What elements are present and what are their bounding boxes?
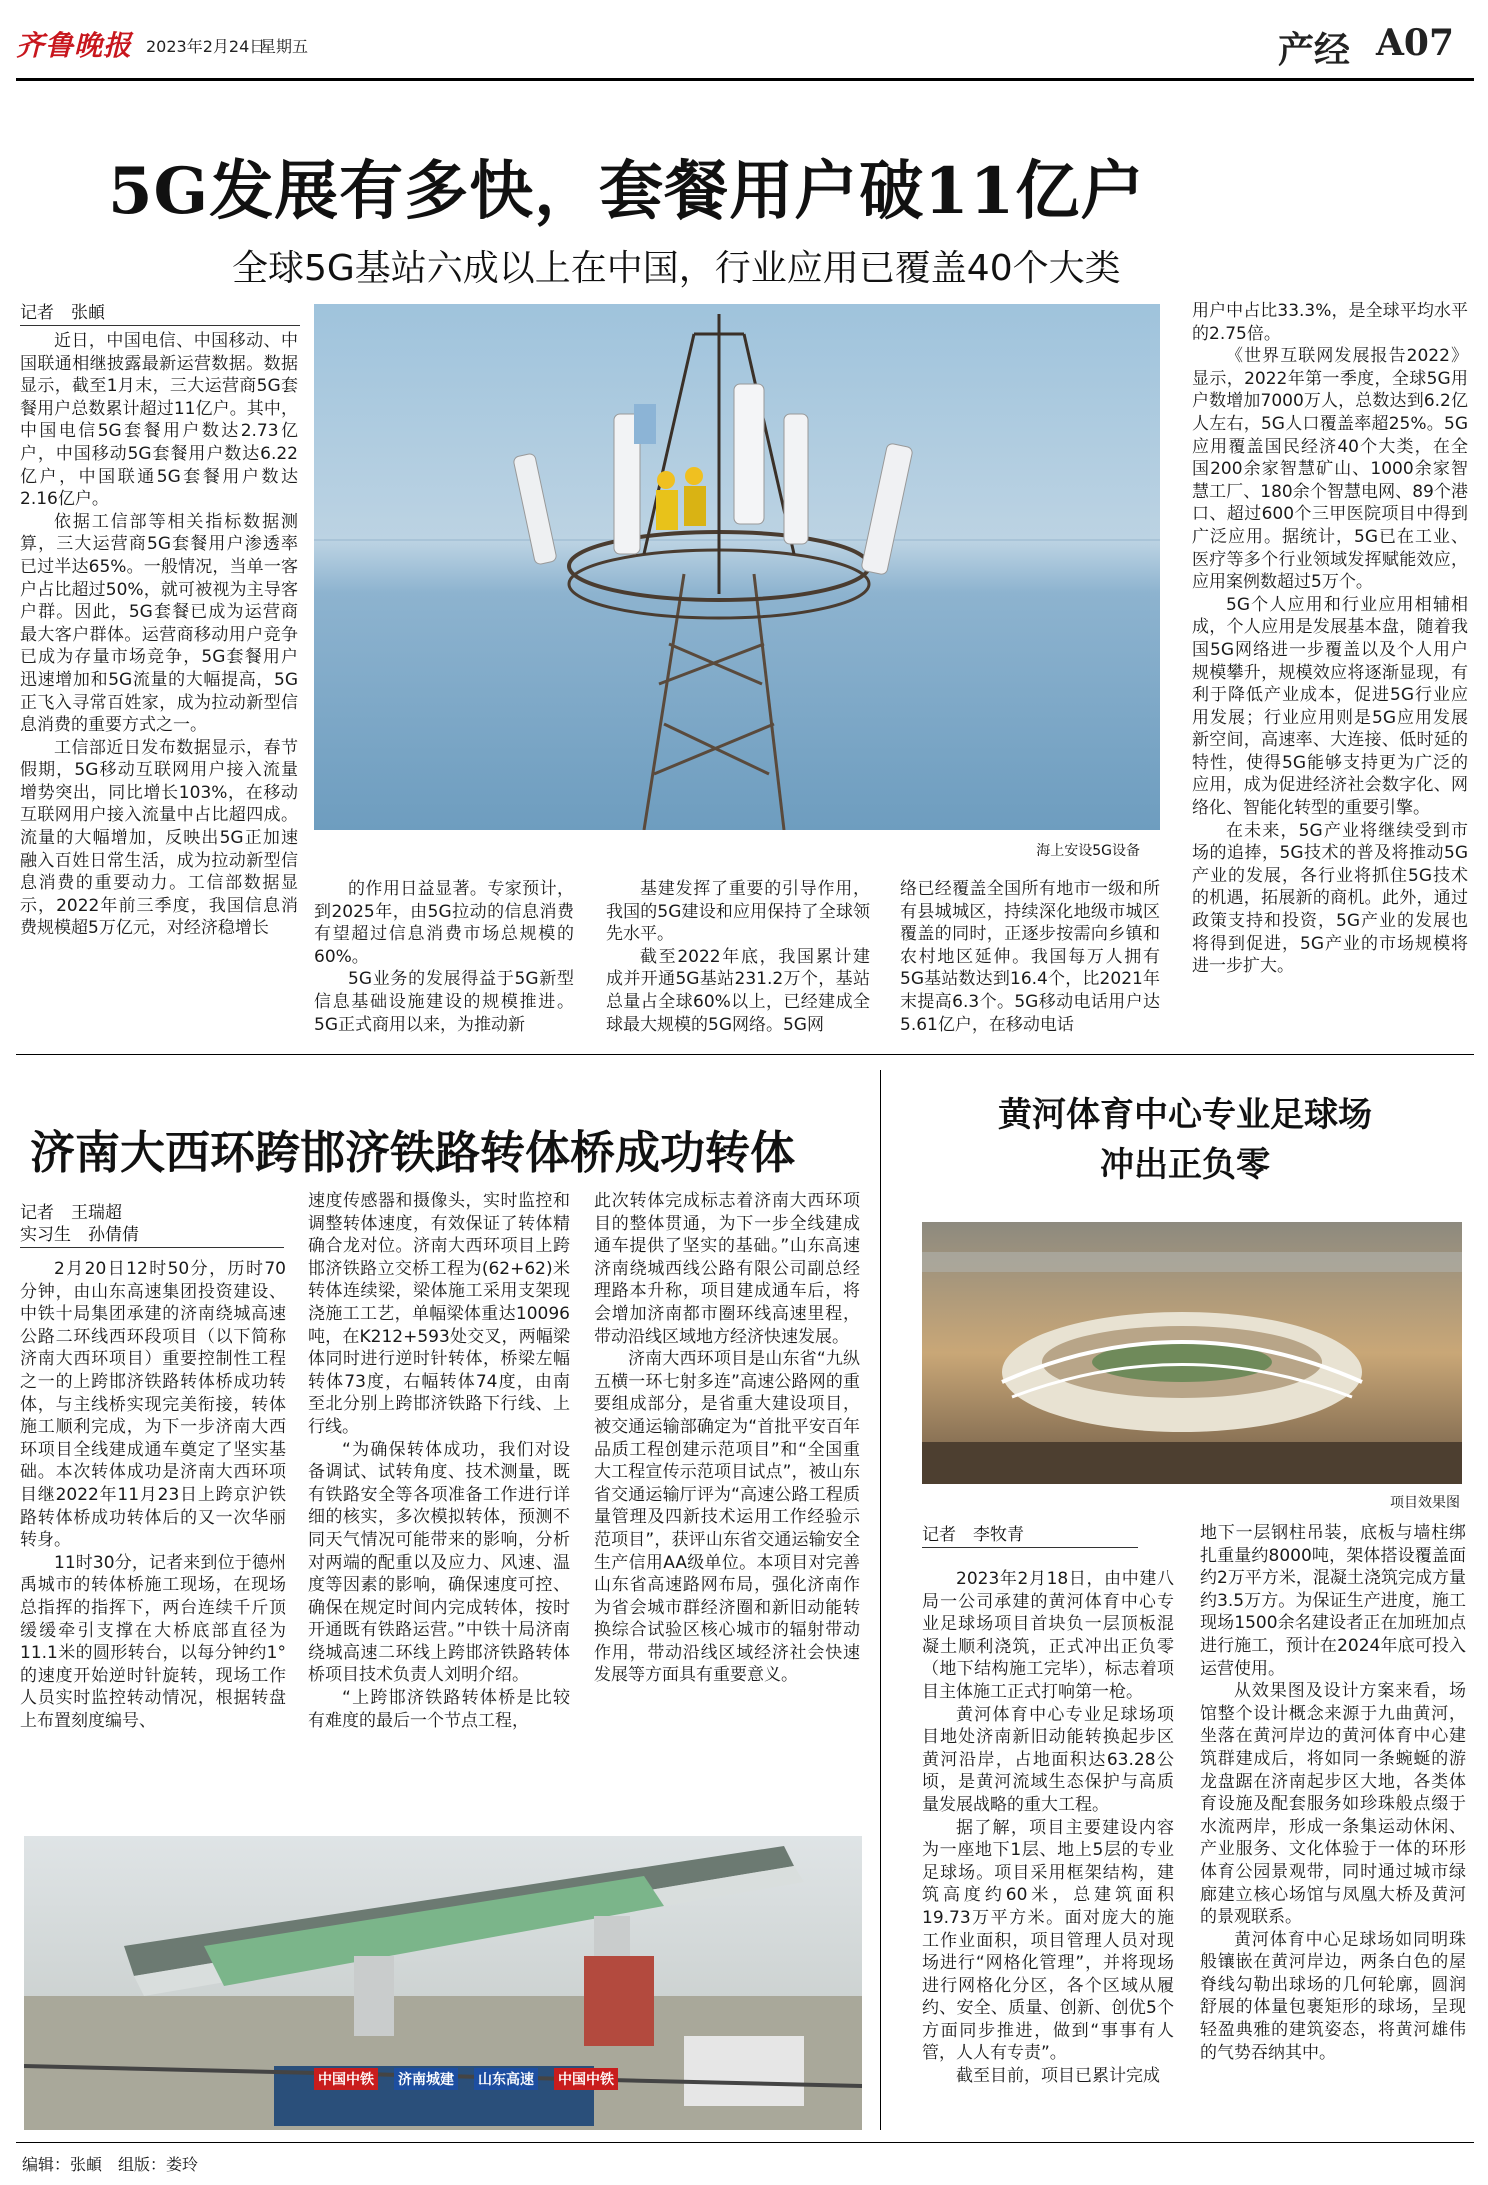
article3-headline-line1: 黄河体育中心专业足球场 <box>998 1095 1372 1135</box>
article2-paragraph: 济南大西环项目是山东省“九纵五横一环七射多连”高速公路网的重要组成部分，是省重大建设项目，被交通运输部确定为“首批平安百年品质工程创建示范项目”和“全国重大工程宣传示范项目试点”，被山东省交通运输厅评为“高速公路工程质量管理及四新技术运用工作经验示范项目”，获评山东省交通运输安全生产信用AA级单位。本项目对完善山东省高速路网布局，强化济南作为省会城市群经济圈和新旧动能转换综合试验区核心城市的辐射带动作用，带动沿线区域经济社会快速发展等方面具有重要意义。 <box>594 1349 860 1686</box>
article3-column-1 <box>922 1568 1174 2128</box>
bridge-photo <box>24 1836 862 2130</box>
article2-byline-reporter: 记者 王瑞超 <box>20 1203 122 1223</box>
issue-date: 2023年2月24日 <box>146 37 266 56</box>
article3-paragraph: 据了解，项目主要建设内容为一座地下1层、地上5层的专业足球场。项目采用框架结构，建筑高度约60米，总建筑面积19.73万平方米。面对庞大的施工作业面积，项目管理人员对现场进行“网格化管理”，并将现场进行网格化分区，各个区域从履约、安全、质量、创新、创优5个方面同步推进，做到“事事有人管，人人有专责”。 <box>922 1817 1174 2064</box>
section-name: 产经 <box>1278 29 1351 71</box>
page-number: A07 <box>1376 22 1455 64</box>
sign-label: 中国中铁 <box>554 2068 618 2090</box>
article1-subheadline: 全球5G基站六成以上在中国，行业应用已覆盖40个大类 <box>232 248 1121 289</box>
article2-paragraph: 2月20日12时50分，历时70分钟，由山东高速集团投资建设、中铁十局集团承建的济南绕城高速公路二环线西环段项目（以下简称济南大西环项目）重要控制性工程之一的上跨邯济铁路转体桥成功转体，与主线桥实现完美衔接，转体施工顺利完成，为下一步济南大西环项目全线建成通车奠定了坚实基础。本次转体成功是济南大西环项目继2022年11月23日上跨京沪铁路转体桥成功转体后的又一次华丽转身。 <box>20 1259 286 1551</box>
article2-paragraph: “为确保转体成功，我们对设备调试、试转角度、技术测量，既有铁路安全等各项准备工作进行详细的核实，多次模拟转体，预测不同天气情况可能带来的影响，分析对两端的配重以及应力、风速、温度等因素的影响，确保速度可控、确保在规定时间内完成转体，按时开通既有铁路运营。”中铁十局济南绕城高速二环线上跨邯济铁路转体桥项目技术负责人刘明介绍。 <box>308 1439 570 1686</box>
article2-column-3 <box>594 1190 860 1800</box>
article3-paragraph: 黄河体育中心专业足球场项目地处济南新旧动能转换起步区黄河沿岸，占地面积达63.28公顷，是黄河流域生态保护与高质量发展战略的重大工程。 <box>922 1704 1174 1815</box>
construction-signs <box>314 2068 618 2090</box>
article1-paragraph: 依据工信部等相关指标数据测算，三大运营商5G套餐用户渗透率已过半达65%。一般情况，当单一客户占比超过50%，就可被视为主导客户群。因此，5G套餐已成为运营商最大客户群体。运营商移动用户竞争已成为存量市场竞争，5G套餐用户迅速增加和5G流量的大幅提高，5G正飞入寻常百姓家，成为拉动新型信息消费的重要方式之一。 <box>20 511 298 736</box>
article2-paragraph: 速度传感器和摄像头，实时监控和调整转体速度，有效保证了转体精确合龙对位。济南大西环项目上跨邯济铁路立交桥工程为(62+62)米转体连续梁，梁体施工采用支架现浇施工工艺，单幅梁体重达10096吨，在K212+593处交叉，两幅梁体同时进行逆时针转体，桥梁左幅转体73度，右幅转体74度，由南至北分别上跨邯济铁路下行线、上行线。 <box>308 1191 570 1437</box>
article1-paragraph: 在未来，5G产业将继续受到市场的追捧，5G技术的普及将推动5G产业的发展，各行业将抓住5G技术的机遇，拓展新的商机。此外，通过政策支持和投资，5G产业的发展也将得到促进，5G产业的市场规模将进一步扩大。 <box>1192 820 1468 977</box>
article2-paragraph: “上跨邯济铁路转体桥是比较有难度的最后一个节点工程， <box>308 1688 570 1731</box>
sign-label: 中国中铁 <box>314 2068 378 2090</box>
article2-paragraph: 此次转体完成标志着济南大西环项目的整体贯通，为下一步全线建成通车提供了坚实的基础。”山东高速济南绕城西线公路有限公司副总经理路本升称，项目建成通车后，将会增加济南都市圈环线高速里程，带动沿线区域地方经济快速发展。 <box>594 1191 860 1347</box>
article1-paragraph: 基建发挥了重要的引导作用，我国的5G建设和应用保持了全球领先水平。 <box>606 879 870 945</box>
article1-paragraph: 《世界互联网发展报告2022》显示，2022年第一季度，全球5G用户数增加7000万人，总数达到6.2亿人左右，5G人口覆盖率超25%。5G应用覆盖国民经济40个大类，在全国200余家智慧矿山、1000余家智慧工厂、180余个智慧电网、89个港口、超过600个三甲医院项目中得到广泛应用。据统计，5G已在工业、医疗等多个行业领域发挥赋能效应，应用案例数超过5万个。 <box>1192 346 1468 593</box>
article2-byline-intern: 实习生 孙倩倩 <box>20 1220 284 1248</box>
article1-headline: 5G发展有多快，套餐用户破11亿户 <box>108 154 1146 229</box>
sign-label: 济南城建 <box>394 2068 458 2090</box>
article3-headline-line2: 冲出正负零 <box>1100 1145 1270 1185</box>
article1-paragraph: 5G业务的发展得益于5G新型信息基础设施建设的规模推进。5G正式商用以来，为推动新 <box>314 969 574 1035</box>
newspaper-logo: 齐鲁晚报 <box>16 29 133 62</box>
column-divider <box>880 1070 881 2130</box>
article2-paragraph: 11时30分，记者来到位于德州禹城市的转体桥施工现场，在现场总指挥的指挥下，两台连续千斤顶缓缓牵引支撑在大桥底部直径为11.1米的圆形转台，以每分钟约1°的速度开始逆时针旋转，现场工作人员实时监控转动情况，根据转盘上布置刻度编号、 <box>20 1552 286 1731</box>
article3-column-2 <box>1200 1522 1466 2128</box>
article1-column-2 <box>314 878 574 1038</box>
article1-photo-caption: 海上安设5G设备 <box>1036 843 1140 859</box>
footer-rule <box>16 2142 1474 2143</box>
article1-column-1 <box>20 330 298 1040</box>
article3-headline <box>900 1090 1470 1190</box>
masthead-rule <box>16 78 1474 81</box>
issue-weekday: 星期五 <box>260 37 309 56</box>
article3-photo-caption: 项目效果图 <box>1390 1495 1460 1511</box>
article1-column-3 <box>606 878 870 1038</box>
sign-label: 山东高速 <box>474 2068 538 2090</box>
article1-column-5 <box>1192 300 1468 1040</box>
article3-paragraph: 截至目前，项目已累计完成 <box>956 2066 1160 2087</box>
article1-paragraph: 络已经覆盖全国所有地市一级和所有县城城区，持续深化地级市城区覆盖的同时，正逐步按需向乡镇和农村地区延伸。我国每万人拥有5G基站数达到16.4个，比2021年末提高6.3个。5G移动电话用户达5.61亿户，在移动电话 <box>900 879 1160 1035</box>
article1-paragraph: 5G个人应用和行业应用相辅相成，个人应用是发展基本盘，随着我国5G网络进一步覆盖以及个人用户规模攀升，规模效应将逐渐显现，有利于降低产业成本，促进5G行业应用发展；行业应用则是5G应用发展新空间，高速率、大连接、低时延的特性，使得5G能够支持更为广泛的应用，成为促进经济社会数字化、网络化、智能化转型的重要引擎。 <box>1192 594 1468 819</box>
article3-byline: 记者 李牧青 <box>922 1520 1138 1548</box>
5g-tower-photo <box>314 304 1160 830</box>
article3-paragraph: 2023年2月18日，由中建八局一公司承建的黄河体育中心专业足球场项目首块负一层顶板混凝土顺利浇筑，正式冲出正负零（地下结构施工完毕），标志着项目主体施工正式打响第一枪。 <box>922 1569 1174 1702</box>
article3-paragraph: 从效果图及设计方案来看，场馆整个设计概念来源于九曲黄河，坐落在黄河岸边的黄河体育中心建筑群建成后，将如同一条蜿蜒的游龙盘踞在济南起步区大地，各类体育设施及配套服务如珍珠般点缀于水流两岸，形成一条集运动休闲、产业服务、文化体验于一体的环形体育公园景观带，同时通过城市绿廊建立核心场馆与凤凰大桥及黄河的景观联系。 <box>1200 1681 1466 1928</box>
article1-byline: 记者 张頔 <box>20 298 300 326</box>
article2-column-2 <box>308 1190 570 1800</box>
article3-paragraph: 黄河体育中心足球场如同明珠般镶嵌在黄河岸边，两条白色的屋脊线勾勒出球场的几何轮廓，圆润舒展的体量包裹矩形的球场，呈现轻盈典雅的建筑姿态，将黄河雄伟的气势吞纳其中。 <box>1200 1929 1466 2063</box>
article1-paragraph: 近日，中国电信、中国移动、中国联通相继披露最新运营数据。数据显示，截至1月末，三大运营商5G套餐用户总数累计超过11亿户。其中，中国电信5G套餐用户数达2.73亿户，中国移动5G套餐用户数达6.22亿户，中国联通5G套餐用户数达2.16亿户。 <box>20 331 298 510</box>
article3-paragraph: 地下一层钢柱吊装，底板与墙柱绑扎重量约8000吨，架体搭设覆盖面约2万平方米，混凝土浇筑完成方量约3.5万方。为保证生产进度，施工现场1500余名建设者正在加班加点进行施工，预计在2024年底可投入运营使用。 <box>1200 1523 1466 1679</box>
article2-headline: 济南大西环跨邯济铁路转体桥成功转体 <box>30 1126 796 1179</box>
article1-column-4 <box>900 878 1160 1038</box>
article2-column-1 <box>20 1258 286 1800</box>
article1-divider <box>16 1054 1474 1055</box>
stadium-rendering <box>922 1222 1462 1484</box>
article1-paragraph: 的作用日益显著。专家预计，到2025年，由5G拉动的信息消费有望超过信息消费市场总规模的60%。 <box>314 879 574 967</box>
article1-paragraph: 截至2022年底，我国累计建成并开通5G基站231.2万个，基站总量占全球60%以上，已经建成全球最大规模的5G网络。5G网 <box>606 946 870 1035</box>
article1-paragraph: 用户中占比33.3%，是全球平均水平的2.75倍。 <box>1192 301 1468 344</box>
footer-credits: 编辑：张頔 组版：娄玲 <box>22 2155 199 2174</box>
article1-paragraph: 工信部近日发布数据显示，春节假期，5G移动互联网用户接入流量增势突出，同比增长103%，在移动互联网用户接入流量中占比超四成。流量的大幅增加，反映出5G正加速融入百姓日常生活，成为拉动新型信息消费的重要动力。工信部数据显示，2022年前三季度，我国信息消费规模超5万亿元，对经济稳增长 <box>20 737 298 939</box>
